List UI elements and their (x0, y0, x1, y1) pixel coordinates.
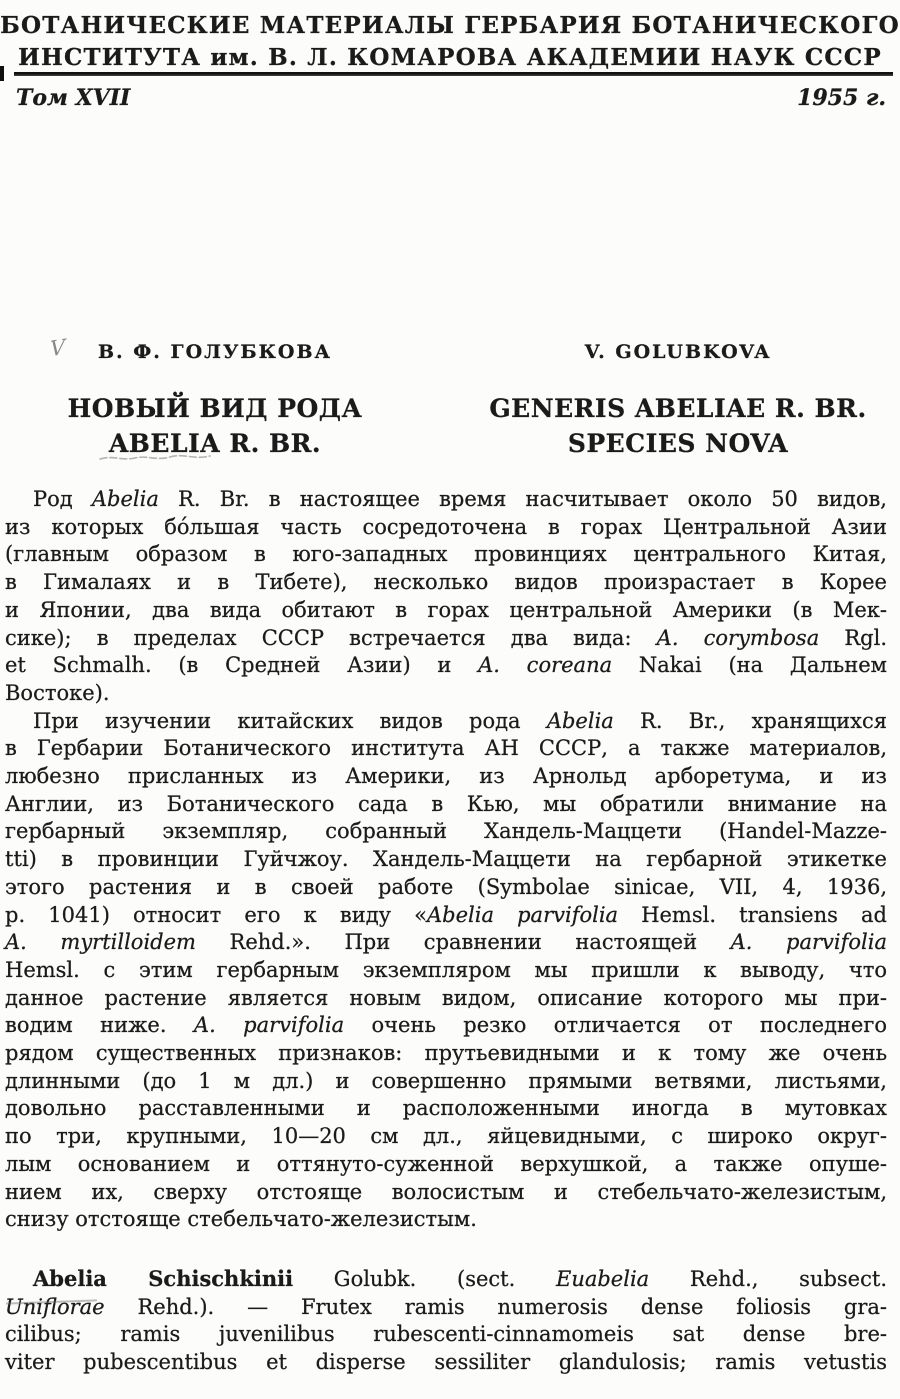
text-line: и Японии, два вида обитают в горах центральной Америки (в Мек- (5, 597, 887, 622)
text-line: Uniflorae Rehd.). — Frutex ramis numerosis dense foliosis gra- (5, 1294, 887, 1319)
article-title-russian (5, 391, 425, 461)
byline-column-latin (468, 340, 888, 461)
text-line: водим ниже. A. parvifolia очень резко отличается от последнего (5, 1013, 888, 1038)
text-line: Abelia Schischkinii Golubk. (sect. Euabelia Rehd., subsect. (33, 1265, 887, 1291)
text-line: лым основанием и оттянуто-суженной верхушкой, а также опуше- (5, 1151, 887, 1176)
text-line: рядом существенных признаков: прутьевидными и к тому же очень (5, 1041, 887, 1066)
scan-edge-artifact (0, 66, 4, 81)
author-name-russian: В. Ф. ГОЛУБКОВА (97, 341, 333, 363)
text-line: tti) в провинции Гуйчжоу. Хандель-Маццети на гербарной этикетке (5, 847, 887, 872)
text-line: cilibus; ramis juvenilibus rubescenti-cinnamomeis sat dense bre- (5, 1322, 887, 1347)
article-title-latin-line1: GENERIS ABELIAE R. BR. (489, 394, 867, 423)
article-title-latin (468, 391, 888, 461)
text-line: p. 1041) относит его к виду «Abelia parvifolia Hemsl. transiens ad (5, 902, 887, 927)
body-text (5, 486, 887, 1377)
text-line: нием их, сверху отстояще волосистым и стебельчато-железистым, (5, 1179, 887, 1204)
text-line: в Гималаях и в Тибете), несколько видов произрастает в Корее (5, 570, 887, 595)
text-line: (главным образом в юго-западных провинциях центрального Китая, (5, 542, 887, 567)
text-line: любезно присланных из Америки, из Арнольд арборетума, и из (5, 764, 887, 789)
text-line: длинными (до 1 м дл.) и совершенно прямыми ветвями, листьями, (5, 1068, 887, 1093)
volume-label: Том XVII (16, 85, 131, 111)
text-line: сике); в пределах СССР встречается два вида: A. corymbosa Rgl. (5, 625, 888, 650)
byline-column-russian (5, 340, 425, 461)
handwritten-check-mark: V (49, 334, 66, 362)
article-title-russian-line2: ABELIA R. BR. (108, 429, 322, 458)
journal-title-line1: БОТАНИЧЕСКИЕ МАТЕРИАЛЫ ГЕРБАРИЯ БОТАНИЧЕСКОГО (0, 12, 900, 39)
author-name-latin: V. GOLUBKOVA (584, 341, 772, 363)
text-line: При изучении китайских видов рода Abelia R. Br., хранящихся (33, 708, 887, 733)
paragraph (5, 1265, 887, 1377)
text-line: гербарный экземпляр, собранный Хандель-Маццети (Handel-Mazze- (5, 819, 887, 844)
text-line: в Гербарии Ботанического института АН СССР, а также материалов, (5, 736, 887, 761)
pencil-smudge (98, 452, 216, 464)
paragraph (5, 708, 887, 1234)
text-line: A. myrtilloidem Rehd.». При сравнении настоящей A. parvifolia (5, 930, 887, 955)
text-line: по три, крупными, 10—20 см дл., яйцевидными, с широко округ- (5, 1124, 887, 1149)
year-label: 1955 г. (797, 85, 886, 111)
text-line: данное растение является новым видом, описание которого мы при- (5, 985, 887, 1010)
text-line: viter pubescentibus et disperse sessiliter glandulosis; ramis vetustis (5, 1350, 887, 1375)
text-line: этого растения и в своей работе (Symbolae sinicae, VII, 4, 1936, (5, 874, 887, 899)
text-line: Hemsl. с этим гербарным экземпляром мы пришли к выводу, что (5, 957, 887, 982)
article-title-russian-line1: НОВЫЙ ВИД РОДА (67, 394, 363, 423)
text-line: снизу отстояще стебельчато-железистым. (5, 1207, 477, 1232)
text-line: Англии, из Ботанического сада в Кью, мы обратили внимание на (5, 791, 887, 816)
journal-title-line2: ИНСТИТУТА им. В. Л. КОМАРОВА АКАДЕМИИ НАУК СССР (18, 44, 882, 71)
masthead-rule (14, 72, 893, 76)
text-line: Род Abelia R. Br. в настоящее время насчитывает около 50 видов, (33, 487, 887, 511)
article-title-latin-line2: SPECIES NOVA (567, 429, 789, 458)
text-line: из которых бо́льшая часть сосредоточена в горах Центральной Азии (5, 514, 887, 539)
text-line: et Schmalh. (в Средней Азии) и A. coreana Nakai (на Дальнем (5, 653, 888, 678)
text-line: Востоке). (5, 680, 110, 705)
paragraph (5, 486, 887, 708)
text-line: довольно расставленными и расположенными иногда в мутовках (5, 1096, 887, 1121)
volume-year-row (16, 85, 886, 111)
